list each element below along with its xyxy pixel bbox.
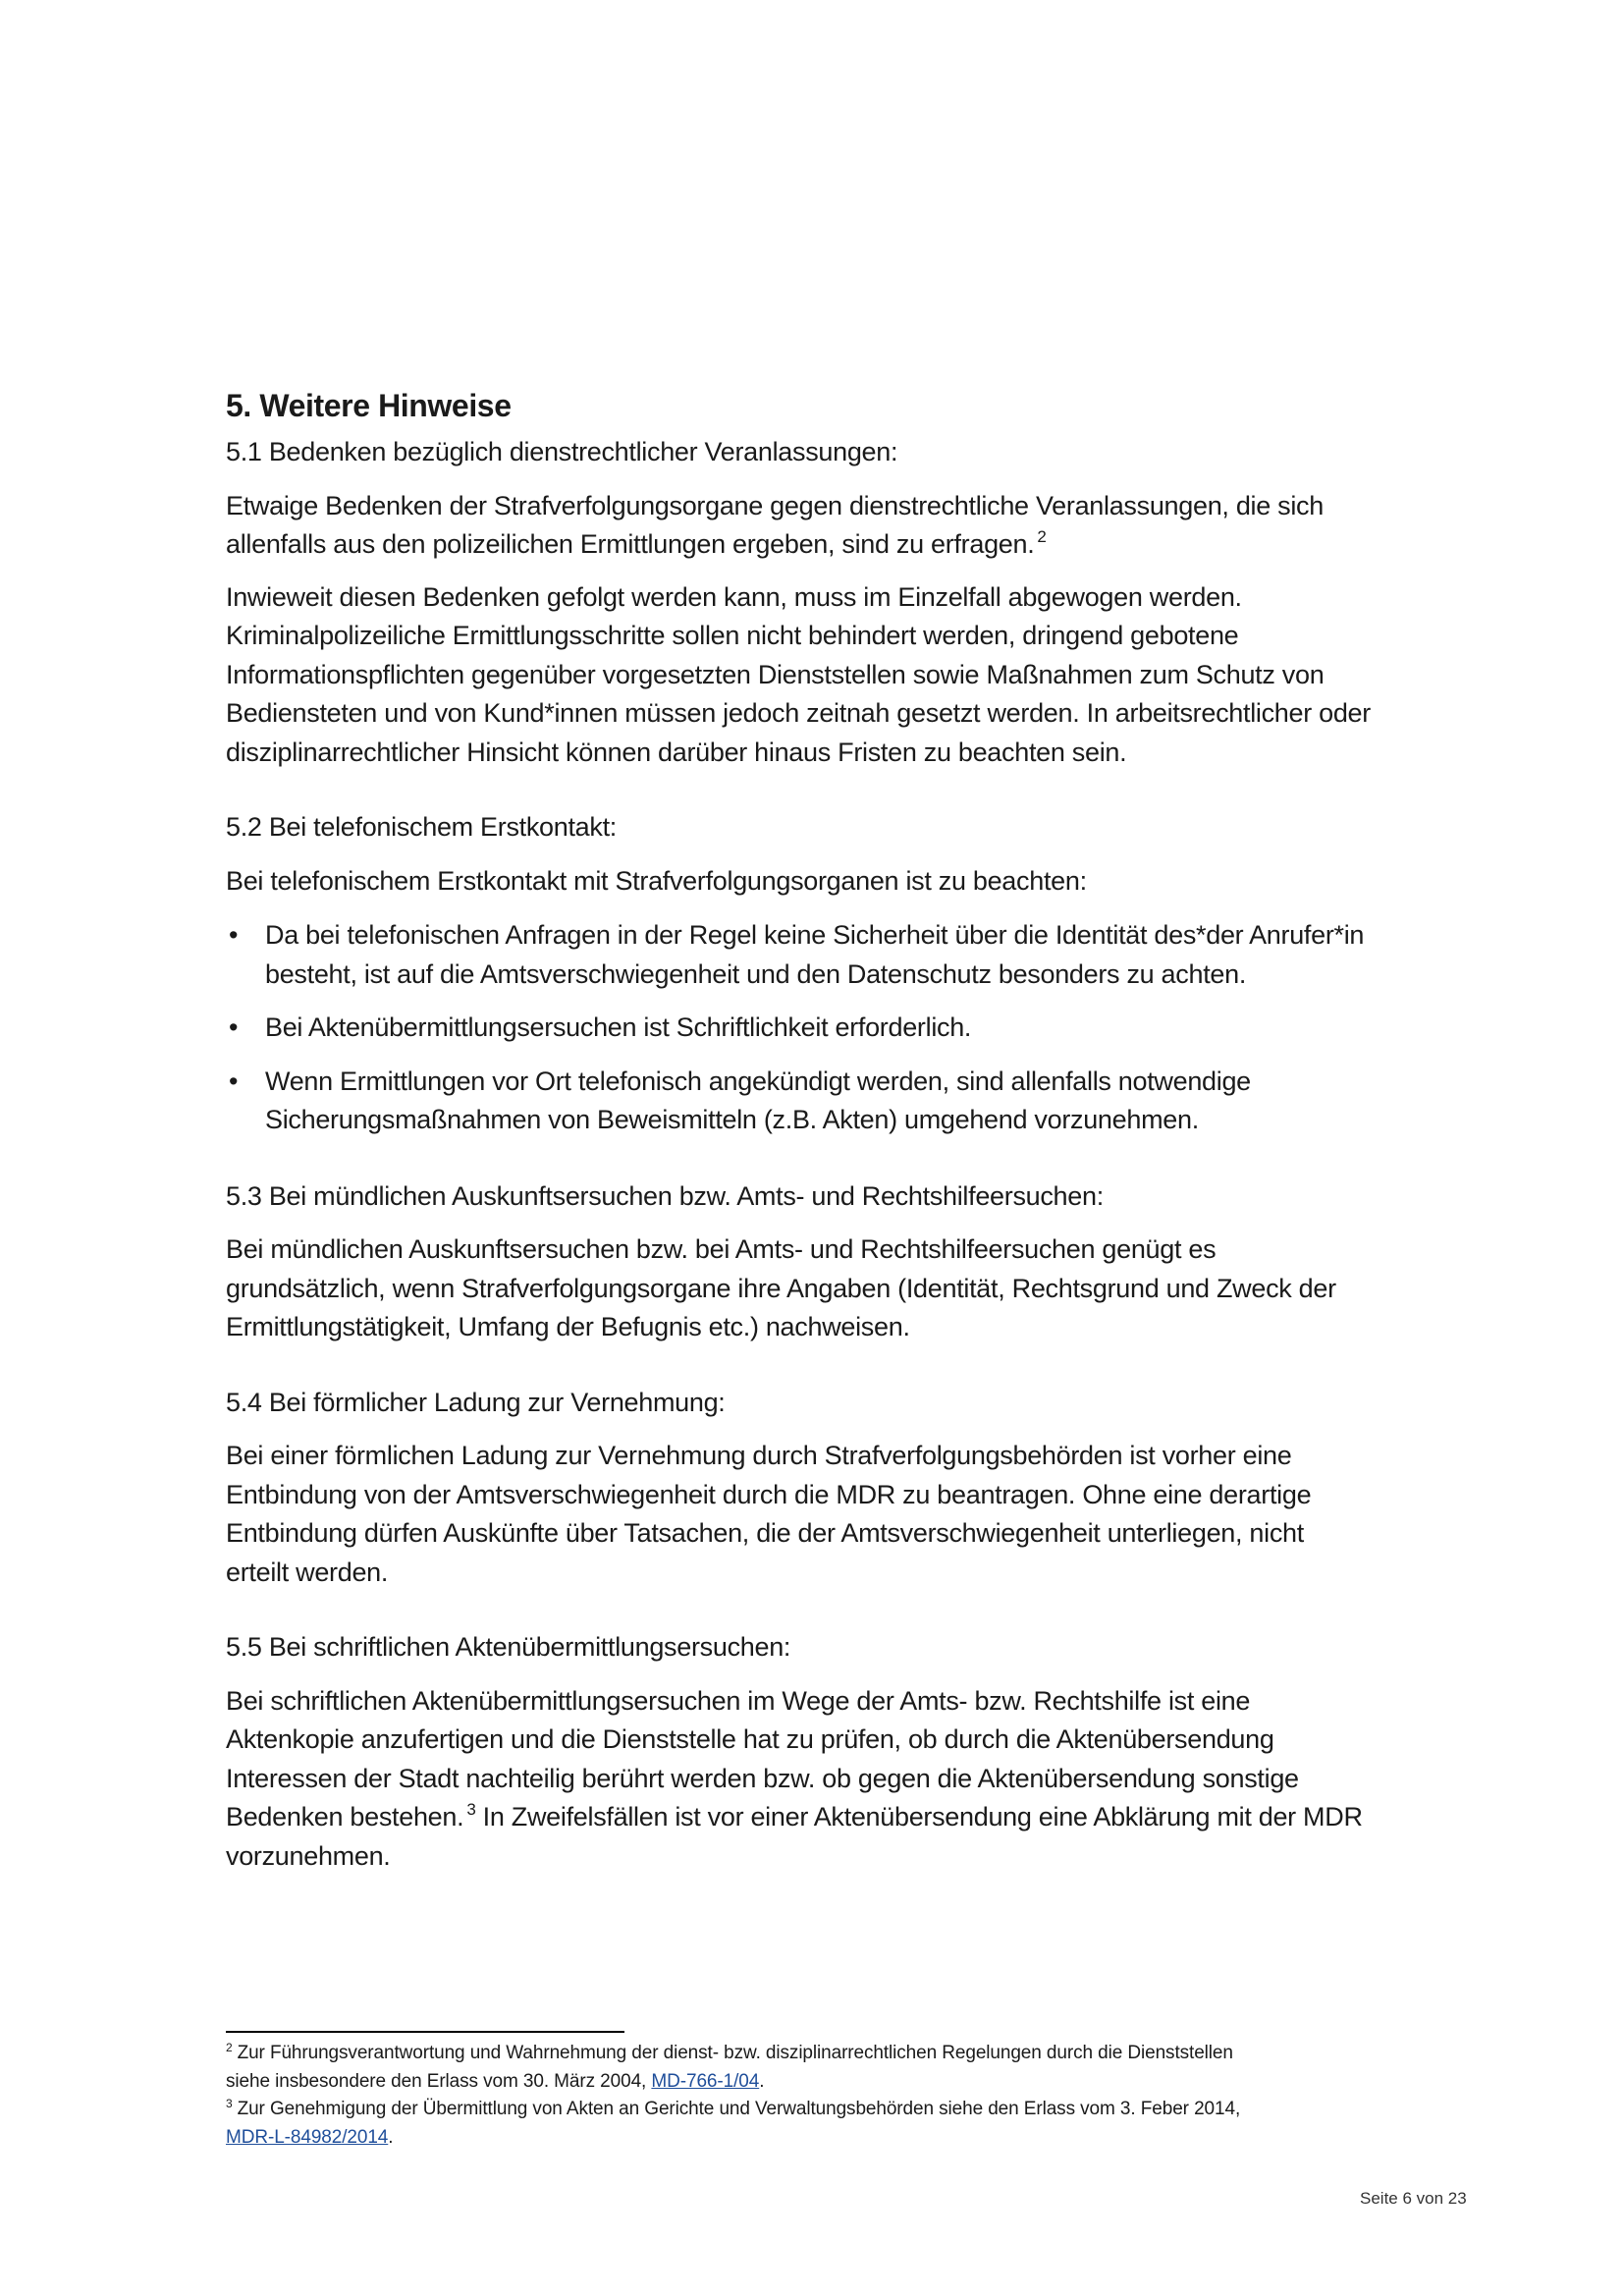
footnote-2: [226, 2040, 1483, 2068]
paragraph-line: Kriminalpolizeiliche Ermittlungsschritte sollen nicht behindert werden, dringend gebotene: [226, 621, 1239, 650]
paragraph-line: erteilt werden.: [226, 1557, 389, 1587]
paragraph-line: Inwieweit diesen Bedenken gefolgt werden kann, muss im Einzelfall abgewogen werden.: [226, 581, 1242, 612]
list-item: [226, 1063, 1502, 1140]
footnote-3: [226, 2096, 1483, 2124]
paragraph-text: Bedenken bestehen.: [226, 1802, 464, 1831]
subsection-heading-5-5: 5.5 Bei schriftlichen Aktenübermittlungsersuchen:: [226, 1632, 791, 1662]
paragraph-text: allenfalls aus den polizeilichen Ermittlungen ergeben, sind zu erfragen.: [226, 529, 1035, 559]
list-item-line: besteht, ist auf die Amtsverschwiegenheit und den Datenschutz besonders zu achten.: [265, 958, 1247, 989]
footnote-text: Zur Genehmigung der Übermittlung von Akten an Gerichte und Verwaltungsbehörden siehe den Erlass vom 3. Feber 2014,: [237, 2099, 1241, 2119]
paragraph-line: Interessen der Stadt nachteilig berührt werden bzw. ob gegen die Aktenübersendung sonstige: [226, 1763, 1299, 1793]
footnote-ref-3[interactable]: 3: [466, 1800, 476, 1819]
footnote-number: 2: [226, 2041, 233, 2054]
list-item: [226, 916, 1502, 994]
footnote-separator: [226, 2031, 624, 2033]
list-item-line: Wenn Ermittlungen vor Ort telefonisch angekündigt werden, sind allenfalls notwendige: [265, 1066, 1251, 1096]
paragraph-5-1-b: [226, 578, 1502, 773]
paragraph-line: [226, 525, 1502, 565]
footnotes: [226, 2040, 1483, 2152]
paragraph-line: vorzunehmen.: [226, 1840, 391, 1871]
paragraph-line: Informationspflichten gegenüber vorgesetzten Dienststellen sowie Maßnahmen zum Schutz von: [226, 659, 1325, 689]
footnote-text: siehe insbesondere den Erlass vom 30. März 2004,: [226, 2070, 652, 2092]
list-item-line: Da bei telefonischen Anfragen in der Regel keine Sicherheit über die Identität des*der Anrufer*in: [265, 920, 1365, 950]
paragraph-5-5: [226, 1682, 1502, 1877]
paragraph-5-1-a: [226, 487, 1502, 565]
paragraph-5-3: [226, 1230, 1502, 1347]
footnote-text: .: [388, 2126, 394, 2148]
list-item-line: Sicherungsmaßnahmen von Beweismitteln (z.B. Akten) umgehend vorzunehmen.: [265, 1105, 1199, 1134]
paragraph-line: Entbindung dürfen Auskünfte über Tatsachen, die der Amtsverschwiegenheit unterliegen, nicht: [226, 1518, 1304, 1548]
paragraph-line: Etwaige Bedenken der Strafverfolgungsorgane gegen dienstrechtliche Veranlassungen, die sich: [226, 490, 1324, 520]
page-content: [226, 381, 1502, 1876]
page-number: Seite 6 von 23: [1360, 2189, 1467, 2208]
footnote-number: 3: [226, 2097, 233, 2110]
paragraph-line: Bei einer förmlichen Ladung zur Vernehmung durch Strafverfolgungsbehörden ist vorher eine: [226, 1441, 1292, 1470]
subsection-heading-5-3: 5.3 Bei mündlichen Auskunftsersuchen bzw. Amts- und Rechtshilfeersuchen:: [226, 1180, 1104, 1211]
paragraph-line: [226, 1798, 1502, 1837]
footnote-text: Zur Führungsverantwortung und Wahrnehmung der dienst- bzw. disziplinarrechtlichen Regelungen durch die Dienststellen: [237, 2043, 1233, 2063]
footnote-2-cont: [226, 2068, 1483, 2097]
footnote-link-md-766[interactable]: MD-766-1/04: [651, 2070, 760, 2092]
footnote-link-mdr-l[interactable]: MDR-L-84982/2014: [226, 2126, 389, 2148]
subsection-heading-5-4: 5.4 Bei förmlicher Ladung zur Vernehmung:: [226, 1387, 726, 1417]
paragraph-5-4: [226, 1437, 1502, 1592]
paragraph-5-2-intro: Bei telefonischem Erstkontakt mit Strafverfolgungsorganen ist zu beachten:: [226, 865, 1087, 896]
section-title: 5. Weitere Hinweise: [226, 388, 512, 423]
subsection-heading-5-2: 5.2 Bei telefonischem Erstkontakt:: [226, 812, 618, 842]
bullet-icon: •: [229, 1012, 239, 1042]
paragraph-line: Bediensteten und von Kund*innen müssen jedoch zeitnah gesetzt werden. In arbeitsrechtlicher oder: [226, 698, 1371, 728]
bullet-list: [226, 916, 1502, 1140]
paragraph-text: In Zweifelsfällen ist vor einer Aktenübersendung eine Abklärung mit der MDR: [475, 1802, 1363, 1831]
list-item-line: Bei Aktenübermittlungsersuchen ist Schriftlichkeit erforderlich.: [265, 1012, 972, 1042]
paragraph-line: disziplinarrechtlicher Hinsicht können darüber hinaus Fristen zu beachten sein.: [226, 737, 1127, 767]
bullet-icon: •: [229, 1066, 239, 1096]
bullet-icon: •: [229, 920, 239, 950]
footnote-3-cont: [226, 2124, 1483, 2153]
paragraph-line: Bei mündlichen Auskunftsersuchen bzw. bei Amts- und Rechtshilfeersuchen genügt es: [226, 1234, 1217, 1264]
paragraph-line: Ermittlungstätigkeit, Umfang der Befugnis etc.) nachweisen.: [226, 1312, 910, 1341]
list-item: [226, 1009, 1502, 1048]
paragraph-line: Bei schriftlichen Aktenübermittlungsersuchen im Wege der Amts- bzw. Rechtshilfe ist eine: [226, 1685, 1251, 1716]
footnote-text: .: [759, 2070, 765, 2092]
paragraph-line: Aktenkopie anzufertigen und die Dienststelle hat zu prüfen, ob durch die Aktenübersendung: [226, 1724, 1274, 1754]
subsection-heading-5-1: 5.1 Bedenken bezüglich dienstrechtlicher Veranlassungen:: [226, 437, 898, 466]
footnote-ref-2[interactable]: 2: [1037, 527, 1047, 546]
paragraph-line: grundsätzlich, wenn Strafverfolgungsorgane ihre Angaben (Identität, Rechtsgrund und Zweck der: [226, 1273, 1336, 1303]
paragraph-line: Entbindung von der Amtsverschwiegenheit durch die MDR zu beantragen. Ohne eine derartige: [226, 1479, 1312, 1509]
